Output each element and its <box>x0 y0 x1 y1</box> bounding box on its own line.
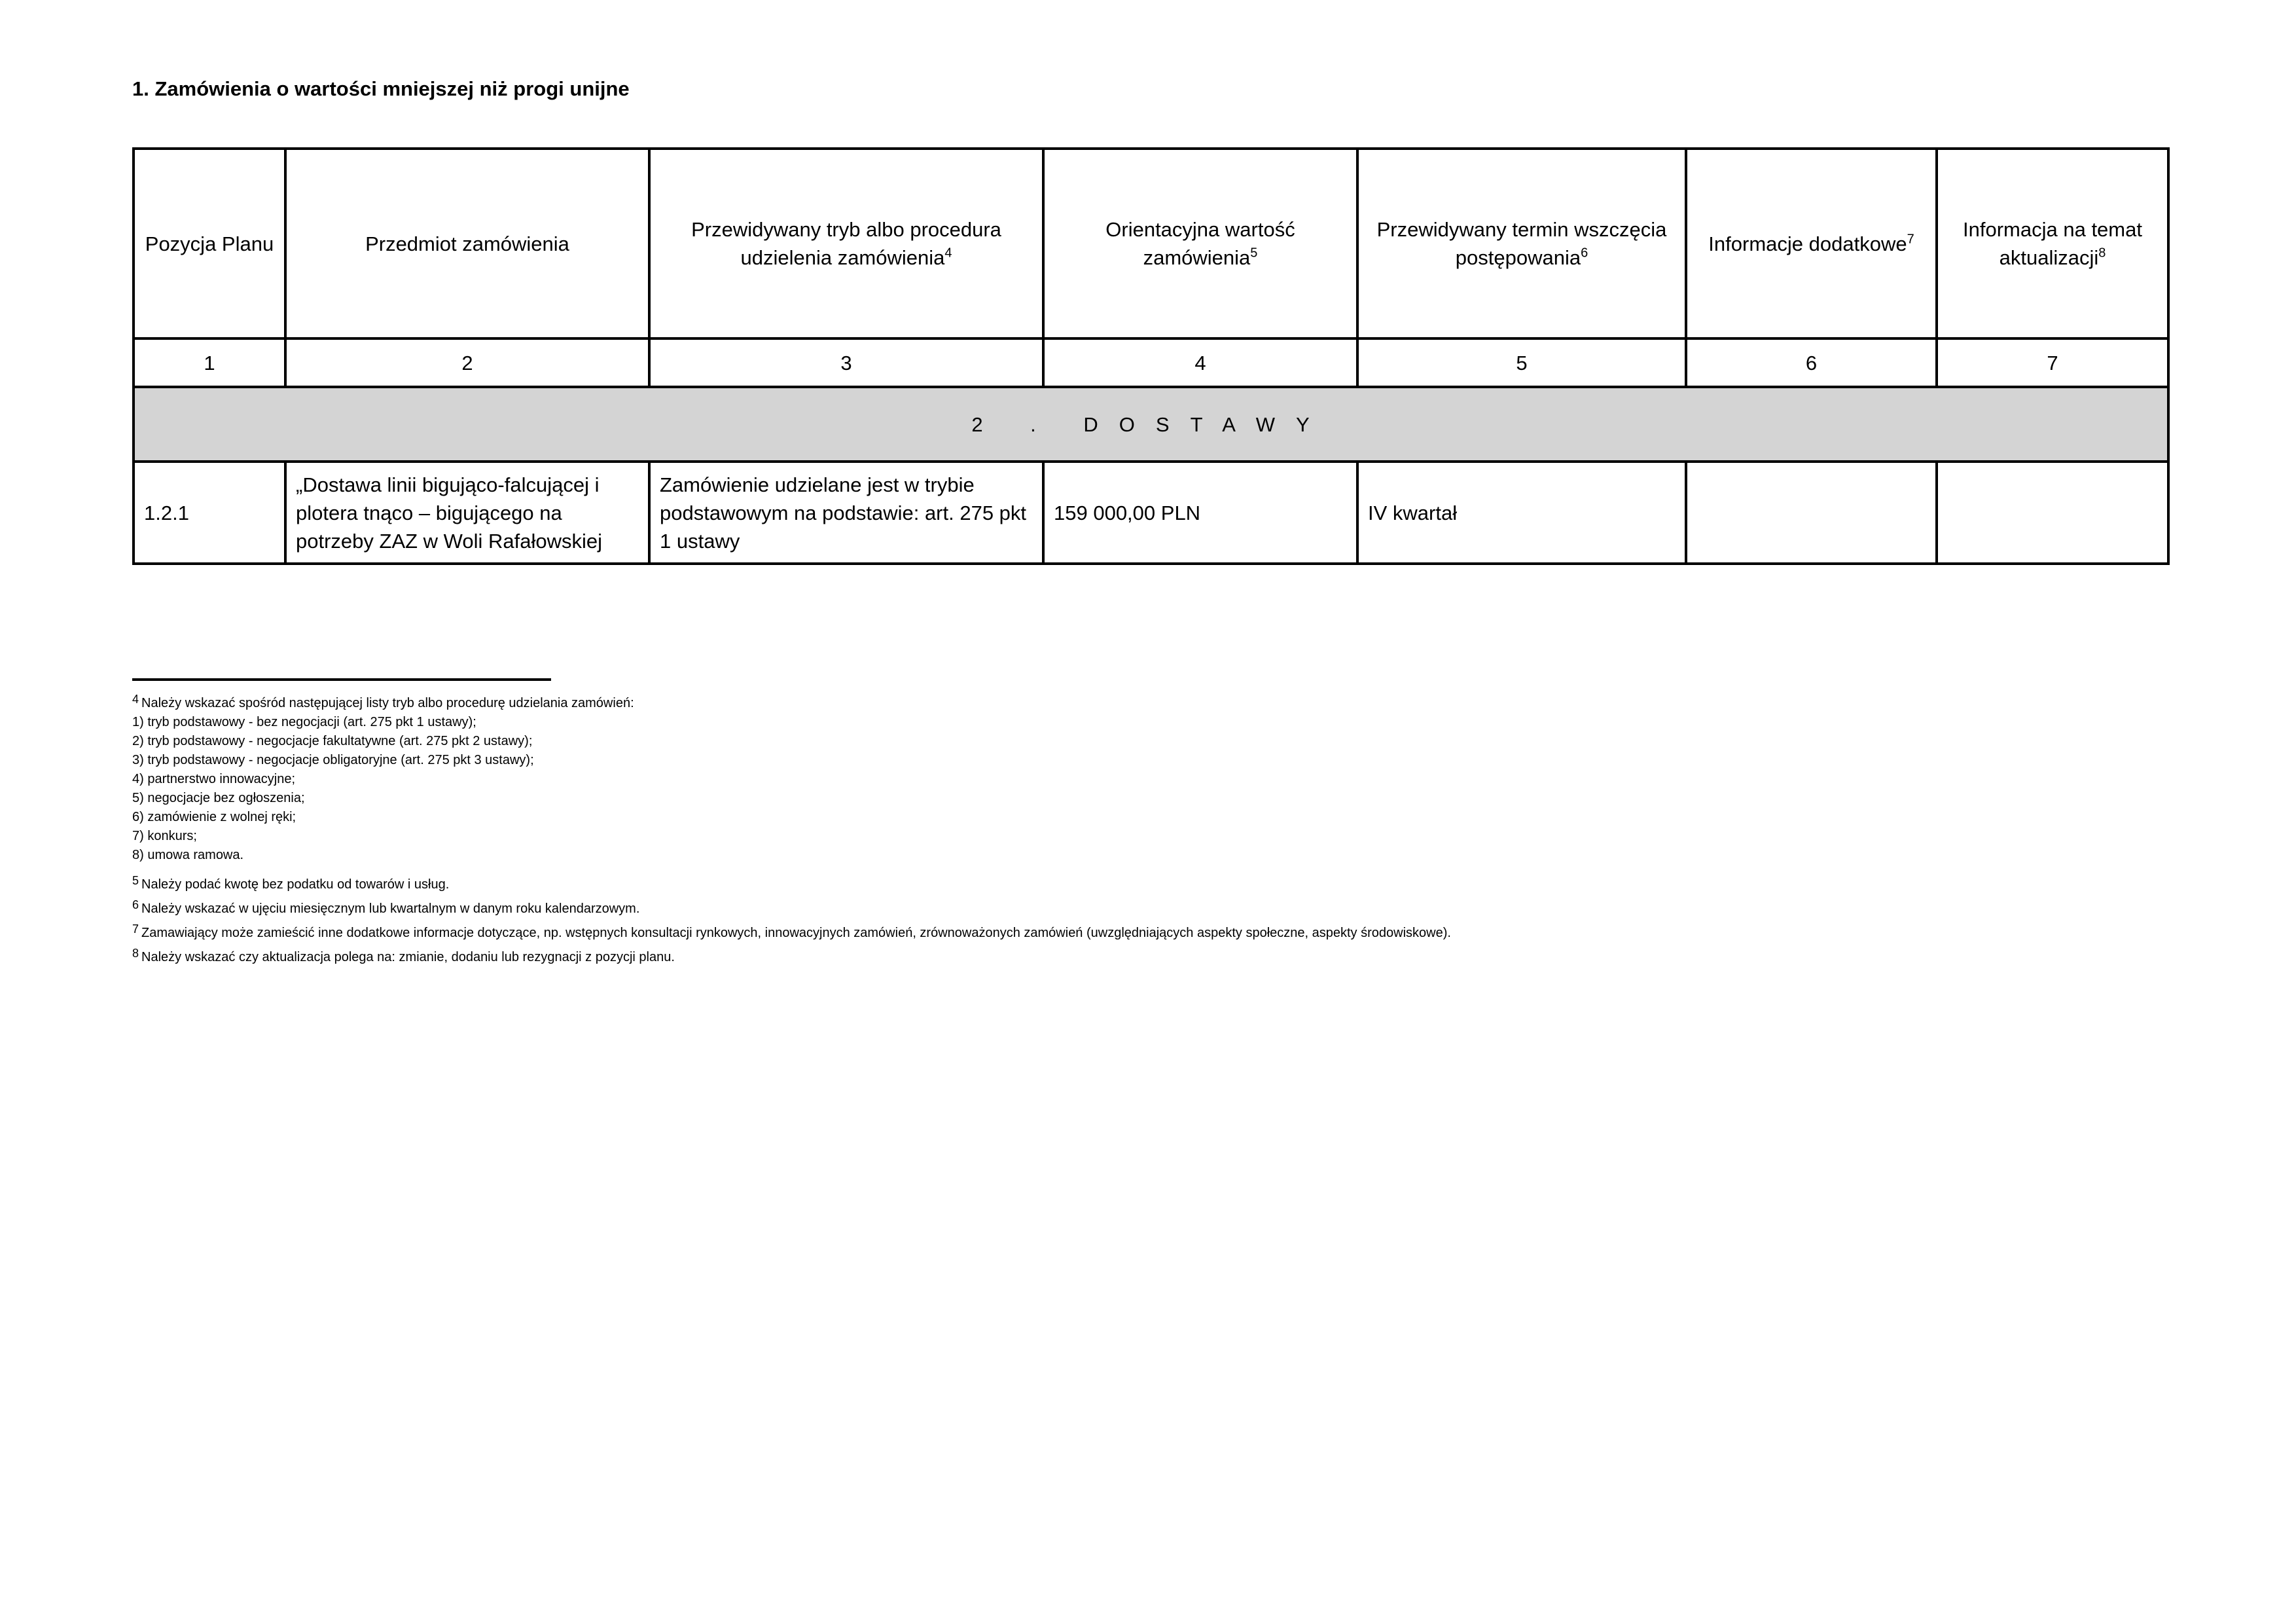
header-update-info: Informacja na temat aktualizacji$^8$ <box>1937 149 2168 338</box>
column-number: 1 <box>134 338 285 387</box>
footnote-5 <box>132 875 2161 894</box>
column-number: 6 <box>1686 338 1937 387</box>
list-item: 3) tryb podstawowy - negocjacje obligatoryjne (art. 275 pkt 3 ustawy); <box>132 753 534 767</box>
footnote-6 <box>132 900 2161 919</box>
footnote-text: Należy wskazać czy aktualizacja polega na: zmianie, dodaniu lub rezygnacji z pozycji planu. <box>141 950 675 964</box>
footnote-4 <box>132 694 2161 713</box>
cell-subject: „Dostawa linii bigująco-falcującej i plotera tnąco – bigującego na potrzeby ZAZ w Woli Rafałowskiej <box>285 462 649 564</box>
footnotes <box>132 694 2161 972</box>
procurement-plan-table <box>132 147 2170 565</box>
list-item: 5) negocjacje bez ogłoszenia; <box>132 791 305 805</box>
cell-value: 159 000,00 PLN <box>1043 462 1357 564</box>
header-additional-info: Informacje dodatkowe$^7$ <box>1686 149 1937 338</box>
footnote-ref: 7 <box>1907 232 1914 247</box>
footnote-ref: 5 <box>1250 246 1258 261</box>
list-item: 1) tryb podstawowy - bez negocjacji (art. 275 pkt 1 ustawy); <box>132 715 476 729</box>
list-item: 6) zamówienie z wolnej ręki; <box>132 810 296 824</box>
section-label: 2 . DOSTAWY <box>134 387 2168 462</box>
cell-update-info <box>1937 462 2168 564</box>
cell-procedure: Zamówienie udzielane jest w trybie podstawowym na podstawie: art. 275 pkt 1 ustawy <box>649 462 1043 564</box>
footnote-number: 8 <box>132 947 139 960</box>
list-item: 2) tryb podstawowy - negocjacje fakultatywne (art. 275 pkt 2 ustawy); <box>132 734 533 748</box>
table-row <box>134 462 2168 564</box>
footnote-text: Należy wskazać spośród następującej listy tryb albo procedurę udzielania zamówień: <box>141 696 634 710</box>
header-subject: Przedmiot zamówienia <box>285 149 649 338</box>
footnote-separator <box>132 678 551 681</box>
header-position: Pozycja Planu <box>134 149 285 338</box>
footnote-text: Należy podać kwotę bez podatku od towarów i usług. <box>141 877 450 892</box>
column-number: 4 <box>1043 338 1357 387</box>
footnote-7 <box>132 924 2161 943</box>
header-row <box>134 149 2168 338</box>
footnote-ref: 4 <box>944 246 952 261</box>
footnote-number: 7 <box>132 922 139 936</box>
list-item: 4) partnerstwo innowacyjne; <box>132 772 296 786</box>
column-number: 7 <box>1937 338 2168 387</box>
footnote-8 <box>132 948 2161 967</box>
footnote-text: Zamawiający może zamieścić inne dodatkowe informacje dotyczące, np. wstępnych konsultacji rynkowych, innowacyjnych zamówień, zrównoważonych zamówień (uwzględniających aspekty społeczne, aspekty środowiskowe). <box>141 926 1451 940</box>
cell-term: IV kwartał <box>1357 462 1686 564</box>
cell-position: 1.2.1 <box>134 462 285 564</box>
procedure-list <box>132 713 2161 865</box>
footnote-number: 6 <box>132 898 139 911</box>
page-title: 1. Zamówienia o wartości mniejszej niż progi unijne <box>132 77 630 100</box>
list-item: 8) umowa ramowa. <box>132 848 244 862</box>
header-value: Orientacyjna wartość zamówienia$^5$ <box>1043 149 1357 338</box>
footnote-number: 5 <box>132 874 139 887</box>
footnote-ref: 6 <box>1581 246 1588 261</box>
list-item: 7) konkurs; <box>132 829 197 843</box>
footnote-text: Należy wskazać w ujęciu miesięcznym lub kwartalnym w danym roku kalendarzowym. <box>141 902 640 916</box>
column-number: 5 <box>1357 338 1686 387</box>
header-term: Przewidywany termin wszczęcia postępowania$^6$ <box>1357 149 1686 338</box>
column-number: 3 <box>649 338 1043 387</box>
cell-additional-info <box>1686 462 1937 564</box>
column-number: 2 <box>285 338 649 387</box>
header-procedure: Przewidywany tryb albo procedura udzielenia zamówienia$^4$ <box>649 149 1043 338</box>
footnote-number: 4 <box>132 693 139 706</box>
section-row <box>134 387 2168 462</box>
column-number-row <box>134 338 2168 387</box>
footnote-ref: 8 <box>2098 246 2106 261</box>
